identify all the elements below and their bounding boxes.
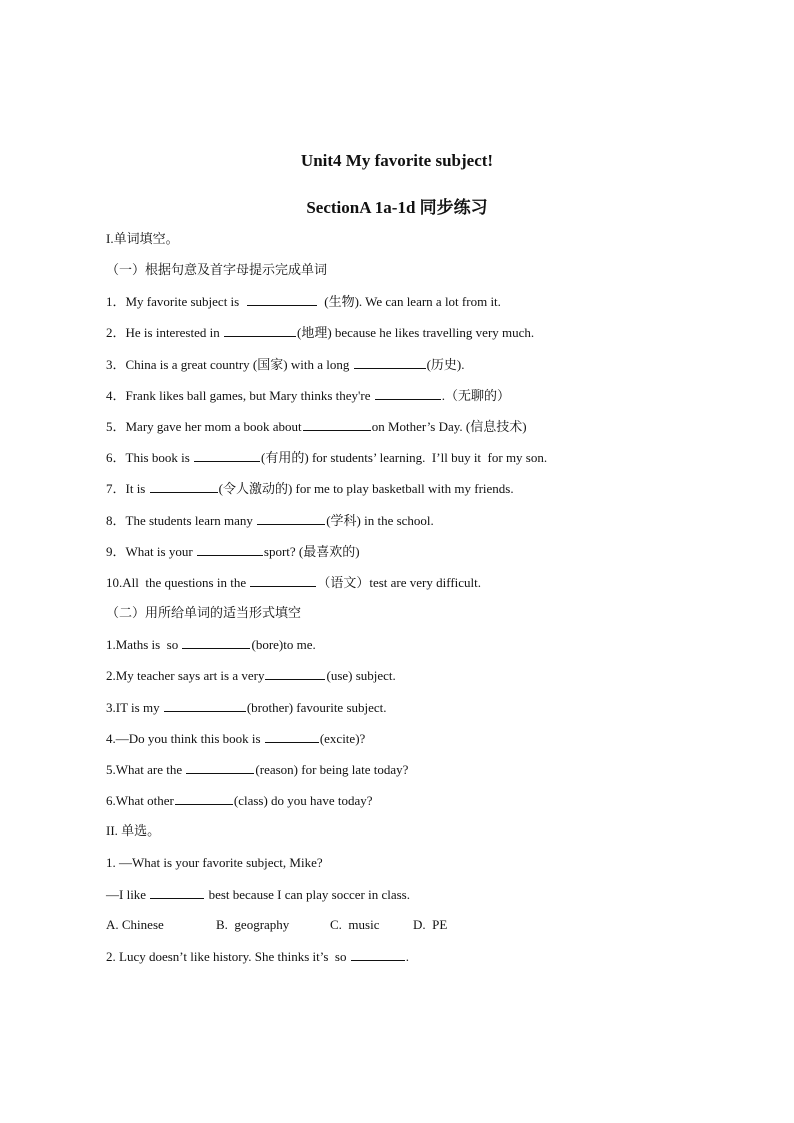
- question-line: 3.IT is my (brother) favourite subject.: [106, 700, 387, 715]
- question-line: 1. —What is your favorite subject, Mike?: [106, 855, 323, 870]
- answer-blank[interactable]: [303, 418, 371, 431]
- question-line: 3．China is a great country (国家) with a long (历史).: [106, 357, 465, 372]
- answer-blank[interactable]: [265, 730, 319, 743]
- answer-blank[interactable]: [175, 792, 233, 805]
- question-line: 1.Maths is so (bore)to me.: [106, 637, 316, 652]
- option-a[interactable]: A. Chinese: [106, 917, 164, 932]
- sub2-heading: （二）用所给单词的适当形式填空: [106, 605, 302, 620]
- question-line: 4．Frank likes ball games, but Mary thinks they're .（无聊的）: [106, 388, 510, 403]
- answer-blank[interactable]: [375, 387, 441, 400]
- question-line: 6．This book is (有用的) for students’ learning. I’ll buy it for my son.: [106, 450, 548, 465]
- answer-blank[interactable]: [351, 948, 405, 961]
- answer-blank[interactable]: [265, 667, 325, 680]
- option-c[interactable]: C. music: [330, 917, 380, 932]
- question-line: 7．It is (令人激动的) for me to play basketball with my friends.: [106, 481, 514, 496]
- answer-blank[interactable]: [182, 636, 250, 649]
- question-line: 2. Lucy doesn’t like history. She thinks it’s so .: [106, 949, 409, 964]
- question-line: 1．My favorite subject is (生物). We can learn a lot from it.: [106, 294, 501, 309]
- question-line: 4.—Do you think this book is (excite)?: [106, 731, 366, 746]
- answer-blank[interactable]: [197, 543, 263, 556]
- page-title: Unit4 My favorite subject!: [300, 151, 494, 170]
- answer-blank[interactable]: [150, 886, 204, 899]
- question-line: 2．He is interested in (地理) because he likes travelling very much.: [106, 325, 535, 340]
- answer-blank[interactable]: [194, 449, 260, 462]
- question-line: 5.What are the (reason) for being late today?: [106, 762, 409, 777]
- answer-blank[interactable]: [150, 480, 218, 493]
- answer-blank[interactable]: [247, 293, 317, 306]
- page-subtitle: SectionA 1a-1d 同步练习: [306, 198, 488, 217]
- question-line: 6.What other (class) do you have today?: [106, 793, 373, 808]
- answer-blank[interactable]: [224, 324, 296, 337]
- option-d[interactable]: D. PE: [413, 917, 448, 932]
- answer-blank[interactable]: [257, 512, 325, 525]
- question-line: 2.My teacher says art is a very (use) subject.: [106, 668, 396, 683]
- sub1-heading: （一）根据句意及首字母提示完成单词: [106, 262, 328, 277]
- answer-blank[interactable]: [250, 574, 316, 587]
- part1-heading: I.单词填空。: [106, 231, 179, 246]
- question-line: 5．Mary gave her mom a book about on Mother’s Day. (信息技术): [106, 419, 527, 434]
- question-line: 9．What is your sport? (最喜欢的): [106, 544, 360, 559]
- part2-heading: II. 单选。: [106, 823, 161, 838]
- question-line: 10.All the questions in the （语文）test are very difficult.: [106, 575, 482, 590]
- answer-blank[interactable]: [354, 356, 426, 369]
- question-line: 8．The students learn many (学科) in the school.: [106, 513, 434, 528]
- answer-blank[interactable]: [164, 699, 246, 712]
- answer-blank[interactable]: [186, 761, 254, 774]
- answer-line: —I like best because I can play soccer in class.: [106, 887, 410, 902]
- option-b[interactable]: B. geography: [216, 917, 290, 932]
